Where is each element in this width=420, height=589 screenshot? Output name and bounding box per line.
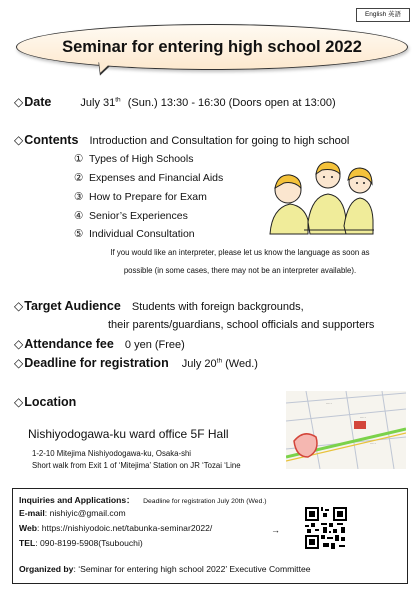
date-detail: (Sun.) 13:30 - 16:30 (Doors open at 13:00) xyxy=(127,97,336,109)
organizer-value: : ‘Seminar for entering high school 2022’ Executive Committee xyxy=(73,564,311,574)
title-banner xyxy=(16,24,408,70)
deadline-row: ◇Deadline for registration July 20th (Wed.) xyxy=(14,356,258,370)
web-label: Web xyxy=(19,523,37,533)
location-row: ◇Location xyxy=(14,395,77,409)
fee-label: Attendance fee xyxy=(24,337,114,351)
email-label: E-mail xyxy=(19,508,45,518)
fee-value: 0 yen (Free) xyxy=(124,339,185,351)
email-value[interactable]: : nishiyic@gmail.com xyxy=(44,508,126,518)
svg-text:·····: ····· xyxy=(360,416,366,420)
location-access: Short walk from Exit 1 of ‘Mitejima’ Station on JR ‘Tozai ‘Line xyxy=(32,461,241,470)
page-title: Seminar for entering high school 2022 xyxy=(62,37,362,56)
location-name: Nishiyodogawa-ku ward office 5F Hall xyxy=(28,427,229,441)
audience-row: ◇Target Audience Students with foreign backgrounds, xyxy=(14,299,304,313)
interpreter-note-2: possible (in some cases, there may not be an interpreter available). xyxy=(123,266,357,275)
tel-label: TEL xyxy=(19,538,36,548)
svg-text:·····: ····· xyxy=(370,442,376,446)
language-badge: English 英語 xyxy=(356,8,410,22)
people-illustration xyxy=(264,150,374,236)
location-label: Location xyxy=(24,395,77,409)
audience-line2: their parents/guardians, school officials and supporters xyxy=(108,319,375,331)
location-map xyxy=(286,391,406,469)
list-item: ② Expenses and Financial Aids xyxy=(74,172,224,184)
list-item: ⑤ Individual Consultation xyxy=(74,228,195,240)
tel-value[interactable]: : 090-8199-5908(Tsubouchi) xyxy=(35,538,143,548)
web-link[interactable]: : https://nishiyodoic.net/tabunka-seminar2022/ xyxy=(37,523,213,533)
organizer-label: Organized by xyxy=(19,564,74,574)
svg-text:·····: ····· xyxy=(326,402,332,406)
date-row: ◇Date July 31th (Sun.) 13:30 - 16:30 (Doors open at 13:00) xyxy=(14,95,336,109)
fee-row: ◇Attendance fee 0 yen (Free) xyxy=(14,337,185,351)
contents-text: Introduction and Consultation for going to high school xyxy=(89,135,350,147)
inquiry-label: Inquiries and Applications： xyxy=(19,495,135,505)
inquiry-box xyxy=(12,488,408,584)
date-day: July 31 xyxy=(80,97,116,109)
audience-line1: Students with foreign backgrounds, xyxy=(131,301,304,313)
audience-label: Target Audience xyxy=(24,299,121,313)
list-item: ① Types of High Schools xyxy=(74,153,194,165)
location-address: 1-2-10 Mitejima Nishiyodogawa-ku, Osaka-shi xyxy=(32,449,192,458)
list-item: ④ Senior’s Experiences xyxy=(74,210,188,222)
date-label: Date xyxy=(24,95,52,109)
interpreter-note-1: If you would like an interpreter, please let us know the language as soon as xyxy=(110,248,370,257)
qr-code-icon[interactable] xyxy=(305,507,347,549)
arrow-icon: → xyxy=(271,525,280,535)
inquiry-deadline-note: Deadline for registration July 20th (Wed.) xyxy=(143,498,267,505)
list-item: ③ How to Prepare for Exam xyxy=(74,191,207,203)
deadline-day: July 20 xyxy=(181,358,217,370)
deadline-label: Deadline for registration xyxy=(24,356,169,370)
contents-label: Contents xyxy=(24,133,79,147)
contents-row: ◇Contents Introduction and Consultation for going to high school xyxy=(14,133,350,147)
